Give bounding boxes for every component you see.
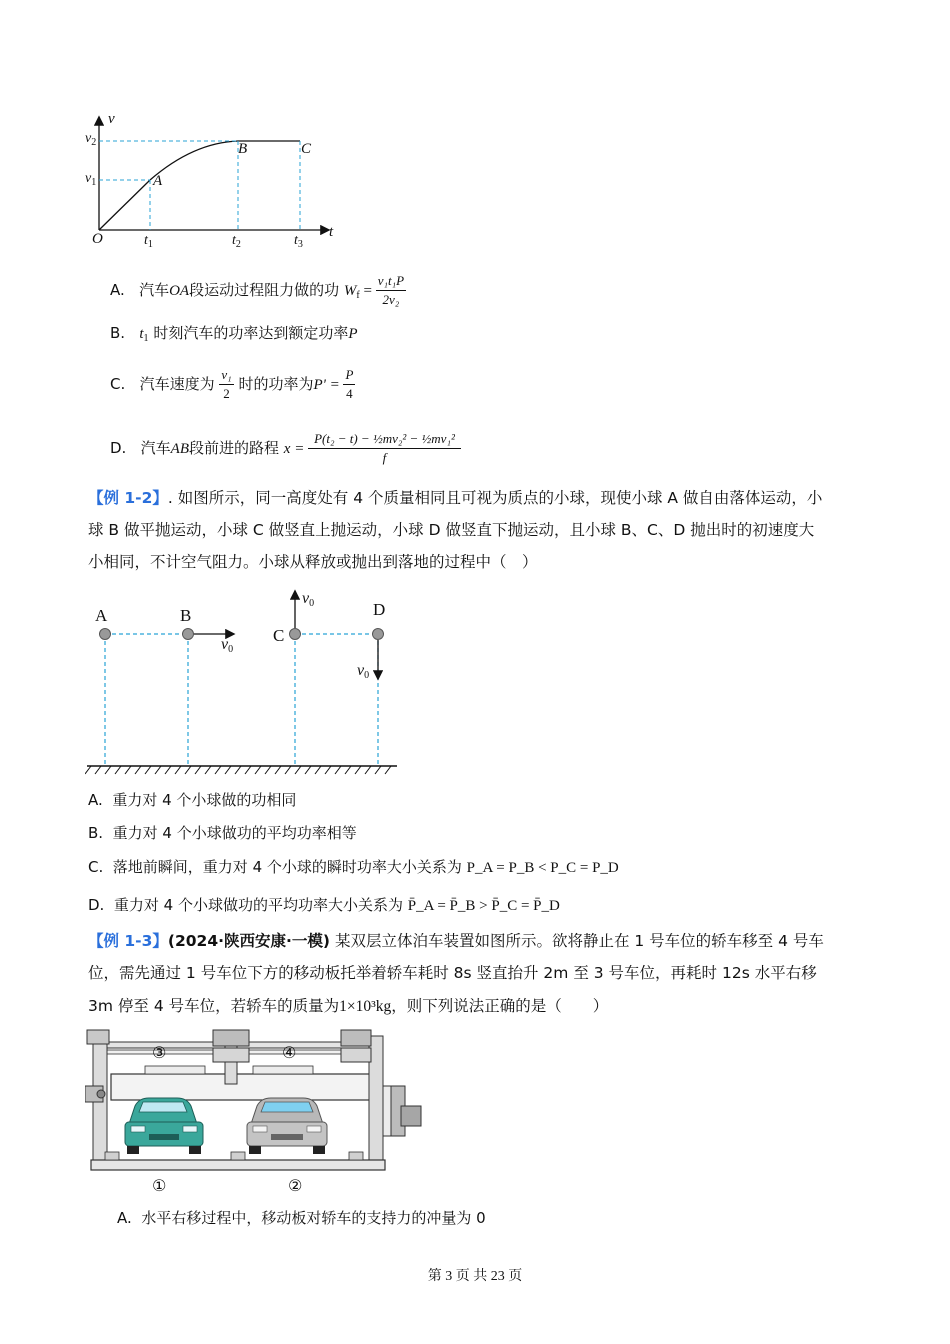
point-b-label: B <box>238 141 248 157</box>
slot-1-label: ① <box>152 1176 167 1195</box>
b-v0-label: $v_0$ <box>221 636 234 655</box>
v2-label: $v_2$ <box>85 131 97 148</box>
q2-d-formula: P̄_A = P̄_B > P̄_C = P̄_D <box>407 898 560 914</box>
ex12-line3: 小相同，不计空气阻力。小球从释放或抛出到落地的过程中（ ） <box>88 553 538 571</box>
car-silver <box>247 1098 327 1154</box>
ball-d-label: D <box>373 600 386 619</box>
ex13-source: (2024·陕西安康·一模) <box>167 932 330 950</box>
ex12-tag: 【例 1-2】 <box>88 489 168 507</box>
vt-graph <box>80 110 350 260</box>
q2-option-b[interactable]: B. 重力对 4 个小球做功的平均功率相等 <box>88 824 357 842</box>
d-v0-label: $v_0$ <box>357 662 370 681</box>
q2-option-c[interactable]: C. 落地前瞬间，重力对 4 个小球的瞬时功率大小关系为 P_A = P_B < P_C = P_D <box>88 858 619 876</box>
ball-a <box>100 629 111 640</box>
q2-c-formula: P_A = P_B < P_C = P_D <box>466 860 619 876</box>
origin-label: O <box>92 231 103 247</box>
q3-option-a[interactable]: A. 水平右移过程中，移动板对轿车的支持力的冲量为 0 <box>117 1209 486 1227</box>
ex13-line3: 3m 停至 4 号车位，若轿车的质量为1×10³kg，则下列说法正确的是（ ） <box>88 997 609 1015</box>
q1-option-c[interactable]: C. 汽车速度为 $\frac{\text{v₁}}{2}$ 时的功率为P' = $\frac{P}{4}$ <box>110 367 354 401</box>
ex13-line1: 【例 1-3】(2024·陕西安康·一模) 某双层立体泊车装置如图所示。欲将静止在 1 号车位的轿车移至 4 号车 <box>88 932 824 950</box>
q2-option-d[interactable]: D. 重力对 4 个小球做功的平均功率大小关系为 P̄_A = P̄_B > P̄_C = P̄_D <box>88 896 560 914</box>
slot-3-label: ③ <box>152 1043 167 1062</box>
ball-d <box>373 629 384 640</box>
ball-c <box>290 629 301 640</box>
page-footer: 第 3 页 共 23 页 <box>427 1269 523 1284</box>
ex12-line2: 球 B 做平抛运动，小球 C 做竖直上抛运动，小球 D 做竖直下抛运动，且小球 B、C、D 抛出时的初速度大 <box>88 521 815 539</box>
q1-option-b[interactable]: B. $t_1$ 时刻汽车的功率达到额定功率P <box>110 324 358 344</box>
point-a-label: A <box>153 173 163 189</box>
ball-a-label: A <box>95 606 108 625</box>
slot-2-label: ② <box>288 1176 303 1195</box>
ex12-line1: 【例 1-2】. 如图所示，同一高度处有 4 个质量相同且可视为质点的小球，现使小球 A 做自由落体运动，小 <box>88 489 823 507</box>
base-platform <box>91 1160 385 1170</box>
parking-diagram <box>85 1026 425 1196</box>
balls-diagram <box>85 588 405 778</box>
ball-b-label: B <box>180 606 192 625</box>
t1-label: $t_1$ <box>144 233 153 250</box>
upper-platform <box>111 1074 377 1100</box>
ex13-tag: 【例 1-3】 <box>88 932 168 950</box>
slot-4-label: ④ <box>282 1043 297 1062</box>
car-teal <box>125 1098 203 1154</box>
t3-label: $t_3$ <box>294 233 303 250</box>
ball-b <box>183 629 194 640</box>
ball-c-label: C <box>273 626 285 645</box>
q2-option-a[interactable]: A. 重力对 4 个小球做的功相同 <box>88 791 297 809</box>
v1-label: $v_1$ <box>85 171 97 188</box>
v-axis-label: v <box>108 111 115 127</box>
ex13-line2: 位，需先通过 1 号车位下方的移动板托举着轿车耗时 8s 竖直抬升 2m 至 3 号车位，再耗时 12s 水平右移 <box>88 964 817 982</box>
c-v0-label: $v_0$ <box>302 590 315 609</box>
speed-curve <box>99 141 300 230</box>
t-axis-label: t <box>329 224 334 240</box>
point-c-label: C <box>301 141 312 157</box>
q1-option-a[interactable]: A. 汽车OA段运动过程阻力做的功 $W_f$ = $\frac{\text{v₁t₁P}}{\text{2v₂}}$ <box>110 273 405 307</box>
t2-label: $t_2$ <box>232 233 241 250</box>
q1-option-d[interactable]: D. 汽车AB段前进的路程 x = $\frac{\text{P(t₂ − t) − ½mv₂² − ½mv₁²}}{f}$ <box>110 430 461 467</box>
